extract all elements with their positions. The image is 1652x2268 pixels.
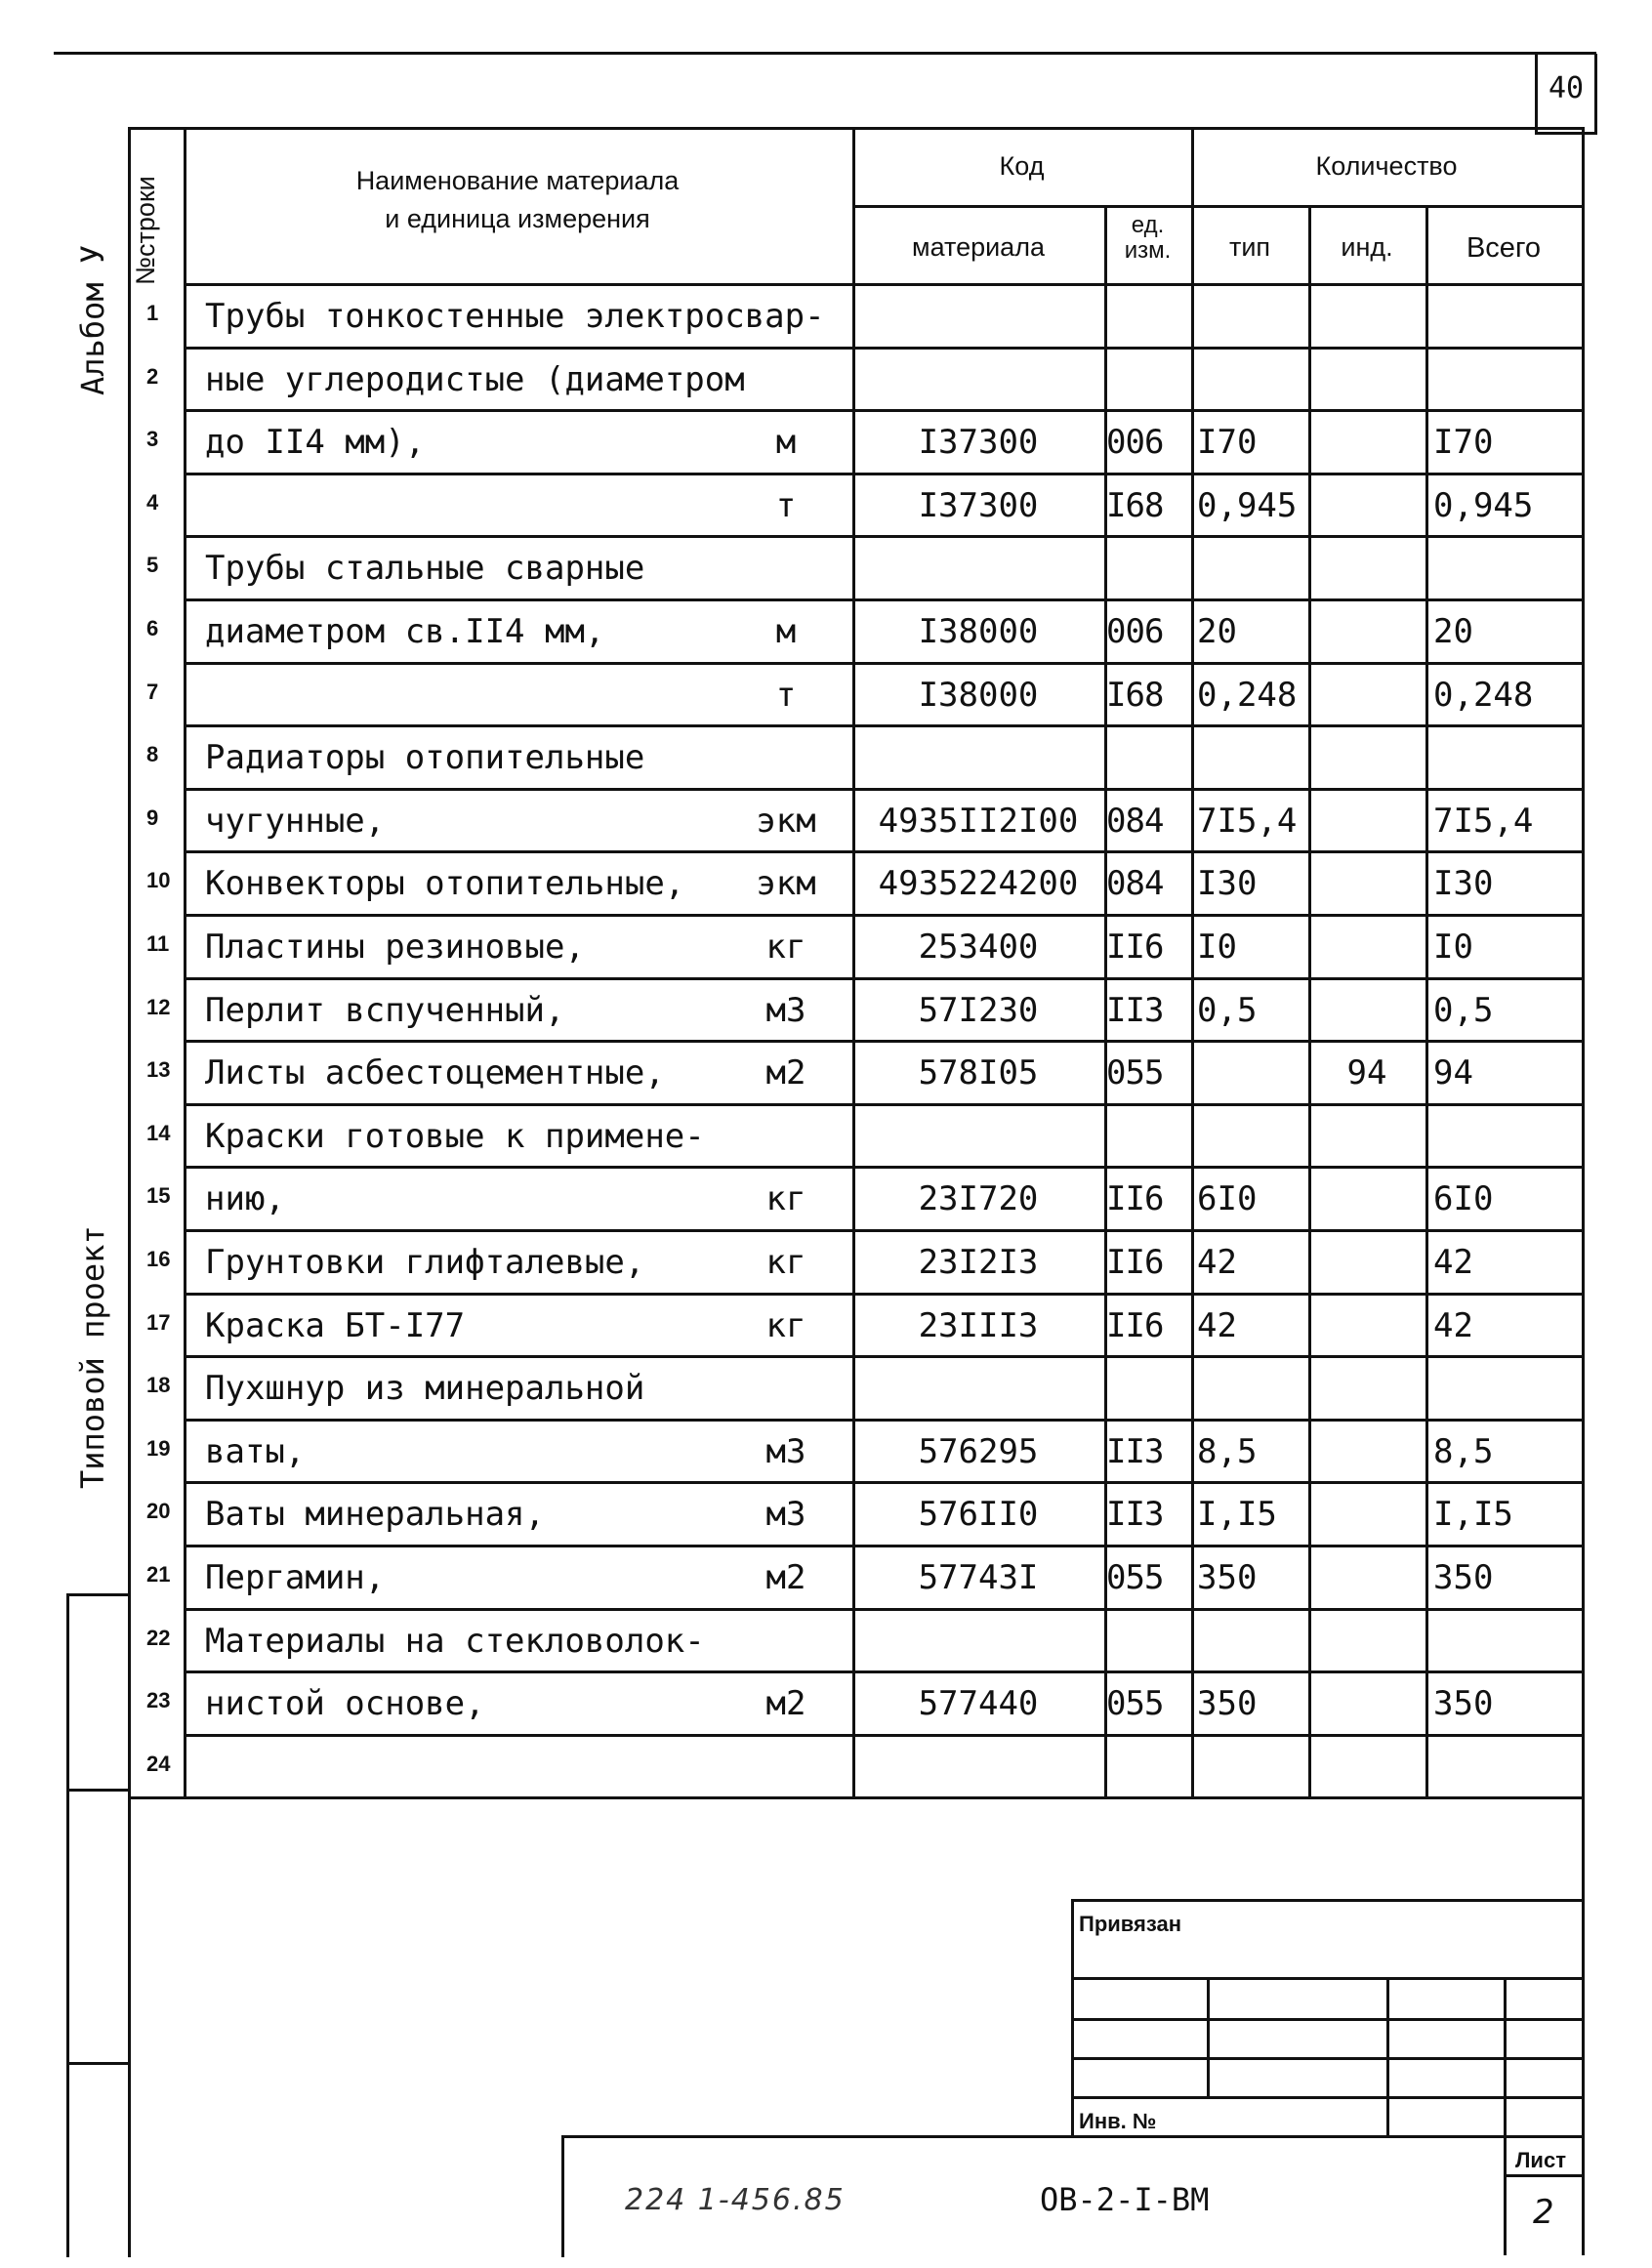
unit: м3 <box>765 1495 806 1534</box>
qty-total: 350 <box>1433 1558 1494 1597</box>
material-name: Конвекторы отопительные, <box>205 864 685 903</box>
qty-type: 6I0 <box>1197 1179 1258 1218</box>
unit-code: 006 <box>1106 612 1164 651</box>
material-name: Перлит вспученный, <box>205 991 565 1030</box>
unit: кг <box>765 1306 806 1345</box>
unit: м3 <box>765 991 806 1030</box>
sheet-number: 2 <box>1533 2193 1554 2232</box>
material-code: 23I720 <box>918 1179 1039 1218</box>
unit: кг <box>765 1179 806 1218</box>
material-name: нистой основе, <box>205 1684 485 1723</box>
unit: м2 <box>765 1684 806 1723</box>
qty-total: 0,248 <box>1433 676 1534 715</box>
designation: ОВ-2-I-ВМ <box>1040 2181 1210 2218</box>
material-code: 23III3 <box>918 1306 1039 1345</box>
material-name: ные углеродистые (диаметром <box>205 360 745 399</box>
material-code: I37300 <box>918 486 1039 525</box>
qty-type-header: тип <box>1228 232 1271 262</box>
unit-code: II6 <box>1106 1243 1164 1282</box>
material-name: Листы асбестоцементные, <box>205 1053 665 1093</box>
row-number: 5 <box>146 553 159 577</box>
code-material-header: материала <box>912 232 1045 262</box>
material-name: Радиаторы отопительные <box>205 738 645 777</box>
material-name: Ваты минеральная, <box>205 1495 545 1534</box>
unit-code: II6 <box>1106 928 1164 967</box>
qty-type: 42 <box>1197 1243 1237 1282</box>
row-number: 15 <box>146 1183 171 1208</box>
handwritten-number: 224 1-456.85 <box>625 2183 846 2217</box>
qty-ind-header: инд. <box>1341 232 1393 262</box>
row-number: 12 <box>146 995 171 1019</box>
code-unit-header-line1: ед. <box>1131 212 1165 238</box>
qty-type: 42 <box>1197 1306 1237 1345</box>
unit-code: 006 <box>1106 423 1164 462</box>
name-header <box>186 166 849 234</box>
row-number: 2 <box>146 364 159 389</box>
material-name: Краски готовые к примене- <box>205 1117 705 1156</box>
material-name: Пластины резиновые, <box>205 928 585 967</box>
material-code: 57I230 <box>918 991 1039 1030</box>
qty-type: 350 <box>1197 1558 1258 1597</box>
qty-total: 6I0 <box>1433 1179 1494 1218</box>
material-name: диаметром св.II4 мм, <box>205 612 605 651</box>
unit-code: II3 <box>1106 1432 1164 1471</box>
unit: м <box>775 612 797 651</box>
qty-type: 7I5,4 <box>1197 802 1298 841</box>
row-number: 11 <box>146 931 170 956</box>
material-code: 4935224200 <box>878 864 1079 903</box>
row-number: 14 <box>146 1121 171 1145</box>
material-code: 577440 <box>918 1684 1039 1723</box>
material-name: ваты, <box>205 1432 306 1471</box>
qty-total: 42 <box>1433 1243 1473 1282</box>
material-code: 576II0 <box>918 1495 1039 1534</box>
name-header-line2: и единица измерения <box>385 204 650 233</box>
material-name: Грунтовки глифталевые, <box>205 1243 645 1282</box>
qty-type: 0,945 <box>1197 486 1298 525</box>
code-unit-header-line2: изм. <box>1124 237 1172 264</box>
name-header-line1: Наименование материала <box>355 166 680 195</box>
unit: экм <box>756 802 816 841</box>
row-number: 10 <box>146 868 171 892</box>
sheet-label: Лист <box>1515 2148 1566 2172</box>
unit-code: I68 <box>1106 486 1164 525</box>
unit-code: II3 <box>1106 1495 1164 1534</box>
qty-type: I,I5 <box>1197 1495 1277 1534</box>
row-number: 3 <box>146 427 159 451</box>
unit-code: II6 <box>1106 1306 1164 1345</box>
row-number: 8 <box>146 742 159 766</box>
material-name: чугунные, <box>205 802 386 841</box>
code-unit-header <box>1104 213 1191 264</box>
unit-code: 055 <box>1106 1684 1164 1723</box>
material-code: 253400 <box>918 928 1039 967</box>
unit: м2 <box>765 1053 806 1093</box>
unit: т <box>775 486 797 525</box>
qty-total: 42 <box>1433 1306 1473 1345</box>
qty-total: I70 <box>1433 423 1494 462</box>
qty-total: 0,5 <box>1433 991 1494 1030</box>
qty-type: I0 <box>1197 928 1237 967</box>
qty-total: I,I5 <box>1433 1495 1513 1534</box>
code-header: Код <box>999 151 1045 181</box>
material-name: Краска БТ-I77 <box>205 1306 466 1345</box>
linked-label: Привязан <box>1079 1912 1182 1936</box>
qty-total: I0 <box>1433 928 1473 967</box>
quantity-header: Количество <box>1315 151 1458 181</box>
row-number: 6 <box>146 616 159 640</box>
qty-type: 350 <box>1197 1684 1258 1723</box>
unit: т <box>775 676 797 715</box>
unit-code: I68 <box>1106 676 1164 715</box>
unit: кг <box>765 928 806 967</box>
unit-code: 055 <box>1106 1558 1164 1597</box>
material-code: I37300 <box>918 423 1039 462</box>
qty-ind: 94 <box>1346 1053 1387 1093</box>
material-code: I38000 <box>918 676 1039 715</box>
row-number: 13 <box>146 1057 171 1082</box>
material-code: I38000 <box>918 612 1039 651</box>
material-name: Пергамин, <box>205 1558 386 1597</box>
row-number: 20 <box>146 1499 171 1523</box>
qty-type: 20 <box>1197 612 1237 651</box>
row-number: 4 <box>146 490 159 515</box>
project-label: Типовой проект <box>74 1225 111 1489</box>
row-number: 16 <box>146 1247 171 1271</box>
page-number: 40 <box>1548 71 1585 105</box>
material-name: Трубы тонкостенные электросвар- <box>205 297 825 336</box>
row-number: 24 <box>146 1752 171 1776</box>
material-name: до II4 мм), <box>205 423 426 462</box>
unit: м2 <box>765 1558 806 1597</box>
qty-total: 0,945 <box>1433 486 1534 525</box>
album-label: Альбом У <box>74 244 111 395</box>
material-name: Материалы на стекловолок- <box>205 1622 705 1661</box>
row-number: 17 <box>146 1310 171 1335</box>
qty-total: 94 <box>1433 1053 1473 1093</box>
row-number: 1 <box>146 301 159 325</box>
qty-total: 8,5 <box>1433 1432 1494 1471</box>
unit-code: 055 <box>1106 1053 1164 1093</box>
unit: экм <box>756 864 816 903</box>
unit-code: II3 <box>1106 991 1164 1030</box>
qty-type: I30 <box>1197 864 1258 903</box>
material-code: 23I2I3 <box>918 1243 1039 1282</box>
row-number: 18 <box>146 1373 171 1397</box>
unit-code: 084 <box>1106 864 1164 903</box>
material-name: нию, <box>205 1179 285 1218</box>
qty-type: 8,5 <box>1197 1432 1258 1471</box>
qty-type: 0,5 <box>1197 991 1258 1030</box>
row-number: 22 <box>146 1626 171 1650</box>
qty-type: 0,248 <box>1197 676 1298 715</box>
qty-total: I30 <box>1433 864 1494 903</box>
unit: м <box>775 423 797 462</box>
row-number: 19 <box>146 1436 171 1461</box>
unit-code: 084 <box>1106 802 1164 841</box>
material-code: 57743I <box>918 1558 1039 1597</box>
qty-total: 20 <box>1433 612 1473 651</box>
material-code: 578I05 <box>918 1053 1039 1093</box>
row-number: 21 <box>146 1562 171 1587</box>
row-number: 7 <box>146 680 159 704</box>
unit: м3 <box>765 1432 806 1471</box>
material-name: Трубы стальные сварные <box>205 549 645 588</box>
inv-label: Инв. № <box>1079 2109 1157 2133</box>
row-number: 23 <box>146 1688 171 1712</box>
material-name: Пухшнур из минеральной <box>205 1369 645 1408</box>
row-number: 9 <box>146 805 159 830</box>
qty-total: 7I5,4 <box>1433 802 1534 841</box>
qty-total-header: Всего <box>1466 232 1542 264</box>
row-number-header: №строки <box>131 176 160 285</box>
unit-code: II6 <box>1106 1179 1164 1218</box>
material-code: 4935II2I00 <box>878 802 1079 841</box>
qty-total: 350 <box>1433 1684 1494 1723</box>
qty-type: I70 <box>1197 423 1258 462</box>
material-code: 576295 <box>918 1432 1039 1471</box>
unit: кг <box>765 1243 806 1282</box>
